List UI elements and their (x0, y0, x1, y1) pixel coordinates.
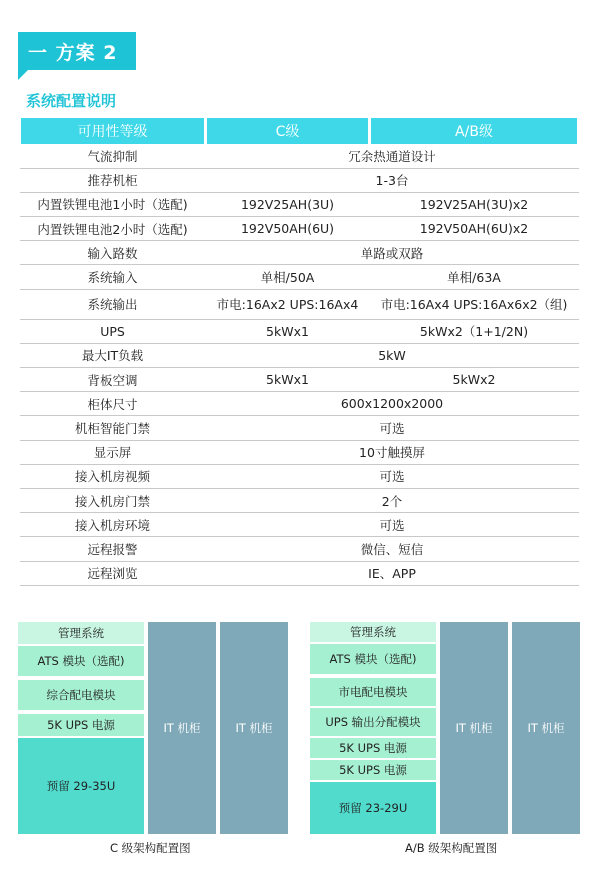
spec-value-ab: 单相/63A (370, 265, 579, 289)
spec-label: 接入机房门禁 (20, 488, 206, 512)
spec-value-merged: 可选 (206, 416, 579, 440)
spec-value-c: 单相/50A (206, 265, 370, 289)
spec-value-ab: 市电:16Ax4 UPS:16Ax6x2（组) (370, 289, 579, 319)
spec-label: 背板空调 (20, 368, 206, 392)
spec-label: 气流抑制 (20, 144, 206, 168)
spec-row (20, 217, 579, 241)
diagram-block: 管理系统 (310, 622, 436, 642)
spec-label: 推荐机柜 (20, 168, 206, 192)
spec-row (20, 537, 579, 561)
spec-value-ab: 192V50AH(6U)x2 (370, 217, 579, 241)
spec-label: 机柜智能门禁 (20, 416, 206, 440)
spec-table-header (20, 118, 579, 144)
spec-row (20, 368, 579, 392)
spec-row (20, 464, 579, 488)
spec-value-c: 5kWx1 (206, 368, 370, 392)
spec-value-c: 市电:16Ax2 UPS:16Ax4 (206, 289, 370, 319)
spec-value-merged: IE、APP (206, 561, 579, 585)
diagram-block: 预留 29-35U (18, 738, 144, 834)
spec-row (20, 168, 579, 192)
spec-value-merged: 可选 (206, 464, 579, 488)
spec-label: 接入机房环境 (20, 513, 206, 537)
spec-value-merged: 1-3台 (206, 168, 579, 192)
spec-row (20, 561, 579, 585)
spec-table (18, 118, 580, 586)
spec-value-ab: 192V25AH(3U)x2 (370, 192, 579, 216)
diagram-block: 管理系统 (18, 622, 144, 644)
spec-label: 输入路数 (20, 241, 206, 265)
header-availability: 可用性等级 (20, 118, 206, 144)
header-ab-level: A/B级 (370, 118, 579, 144)
spec-value-merged: 单路或双路 (206, 241, 579, 265)
ab-level-caption: A/B 级架构配置图 (405, 841, 498, 855)
spec-value-merged: 冗余热通道设计 (206, 144, 579, 168)
spec-label: 系统输出 (20, 289, 206, 319)
diagram-block: ATS 模块（选配) (310, 644, 436, 674)
banner-tail-decoration (18, 70, 28, 80)
diagram-block: 预留 23-29U (310, 782, 436, 834)
spec-row (20, 392, 579, 416)
spec-value-merged: 可选 (206, 513, 579, 537)
spec-value-c: 5kWx1 (206, 319, 370, 343)
spec-row (20, 440, 579, 464)
spec-label: 最大IT负载 (20, 343, 206, 367)
spec-label: UPS (20, 319, 206, 343)
spec-row (20, 192, 579, 216)
section-banner: 一 方案 2 (18, 32, 136, 70)
spec-value-c: 192V50AH(6U) (206, 217, 370, 241)
diagram-block: 5K UPS 电源 (310, 738, 436, 758)
spec-value-c: 192V25AH(3U) (206, 192, 370, 216)
diagram-block: UPS 输出分配模块 (310, 708, 436, 736)
spec-row (20, 241, 579, 265)
header-c-level: C级 (206, 118, 370, 144)
spec-row (20, 319, 579, 343)
spec-label: 柜体尺寸 (20, 392, 206, 416)
spec-value-merged: 10寸触摸屏 (206, 440, 579, 464)
diagram-block: 市电配电模块 (310, 678, 436, 706)
it-cabinet: IT 机柜 (440, 622, 508, 834)
spec-row (20, 265, 579, 289)
spec-label: 内置铁锂电池2小时（选配) (20, 217, 206, 241)
spec-value-ab: 5kWx2（1+1/2N) (370, 319, 579, 343)
spec-row (20, 144, 579, 168)
spec-value-merged: 微信、短信 (206, 537, 579, 561)
spec-row (20, 488, 579, 512)
diagram-block: 综合配电模块 (18, 680, 144, 710)
spec-value-merged: 2个 (206, 488, 579, 512)
spec-row (20, 343, 579, 367)
spec-label: 系统输入 (20, 265, 206, 289)
it-cabinet: IT 机柜 (512, 622, 580, 834)
spec-label: 内置铁锂电池1小时（选配) (20, 192, 206, 216)
diagram-block: 5K UPS 电源 (310, 760, 436, 780)
diagram-block: ATS 模块（选配) (18, 646, 144, 676)
spec-label: 远程浏览 (20, 561, 206, 585)
it-cabinet: IT 机柜 (220, 622, 288, 834)
spec-value-ab: 5kWx2 (370, 368, 579, 392)
spec-value-merged: 5kW (206, 343, 579, 367)
diagram-block: 5K UPS 电源 (18, 714, 144, 736)
c-level-caption: C 级架构配置图 (110, 841, 191, 855)
spec-row (20, 289, 579, 319)
spec-row (20, 513, 579, 537)
section-subtitle: 系统配置说明 (26, 92, 117, 110)
spec-value-merged: 600x1200x2000 (206, 392, 579, 416)
spec-row (20, 416, 579, 440)
spec-label: 显示屏 (20, 440, 206, 464)
spec-label: 接入机房视频 (20, 464, 206, 488)
spec-label: 远程报警 (20, 537, 206, 561)
it-cabinet: IT 机柜 (148, 622, 216, 834)
